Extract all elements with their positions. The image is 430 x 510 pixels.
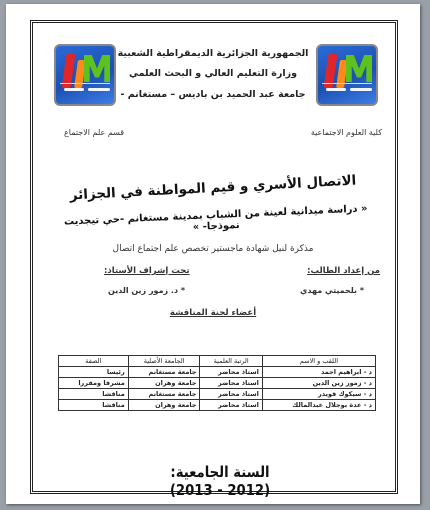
academic-year: السنة الجامعية: (2012 - 2013) [169, 463, 271, 499]
supervisor-label: تحت إشراف الأستاذ: [104, 266, 190, 276]
thesis-title: الاتصال الأسري و قيم المواطنة في الجزائر [69, 172, 357, 204]
member-role: مناقشا [59, 400, 129, 411]
member-role: مشرفا ومقررا [59, 378, 129, 389]
committee-table [58, 355, 376, 411]
member-university: جامعة وهران [128, 400, 200, 411]
member-role: رئيسا [59, 367, 129, 378]
degree-note: مذكرة لنيل شهادة ماجستير تخصص علم اجتماع اتصال [112, 244, 314, 254]
document-page [6, 4, 420, 504]
member-rank: استاذ محاضر [200, 400, 262, 411]
member-name: د - سيكوك قويدر [262, 389, 375, 400]
department-name: قسم علم الاجتماع [64, 128, 125, 137]
supervisor-name: * د. زمور زين الدين [108, 286, 186, 295]
table-row [59, 367, 376, 378]
faculty-name: كلية العلوم الاجتماعية [310, 128, 382, 137]
column-header: الرتبة العلمية [200, 356, 262, 367]
member-rank: استاذ محاضر [200, 378, 262, 389]
table-header-row [59, 356, 376, 367]
country-name: الجمهورية الجزائرية الديمقراطية الشعبية [117, 48, 309, 59]
column-header: الجامعة الأصلية [128, 356, 200, 367]
member-university: جامعة مستغانم [128, 367, 200, 378]
member-rank: استاذ محاضر [200, 389, 262, 400]
thesis-subtitle: « دراسة ميدانية لعينة من الشباب بمدينة مستغانم -حي تيجديت نموذجا- » [63, 203, 368, 234]
member-university: جامعة وهران [128, 378, 200, 389]
member-university: جامعة مستغانم [128, 389, 200, 400]
student-label: من إعداد الطالب: [307, 266, 380, 276]
committee-heading: أعضاء لجنة المناقشة [169, 308, 257, 318]
table-row [59, 378, 376, 389]
table-row [59, 389, 376, 400]
member-role: مناقشا [59, 389, 129, 400]
member-name: د - ابراهيم احمد [262, 367, 375, 378]
column-header: اللقب و الاسم [262, 356, 375, 367]
student-name: * بلحميتي مهدي [300, 286, 364, 295]
table-row [59, 400, 376, 411]
university-name: جامعة عبد الحميد بن باديس – مستغانم - [120, 89, 306, 100]
ministry-name: وزارة التعليم العالي و البحث العلمي [129, 68, 297, 79]
member-name: د - زمور زين الدين [262, 378, 375, 389]
member-name: د - عدة بوجلال عبدالمالك [262, 400, 375, 411]
member-rank: استاذ محاضر [200, 367, 262, 378]
column-header: الصفة [59, 356, 129, 367]
